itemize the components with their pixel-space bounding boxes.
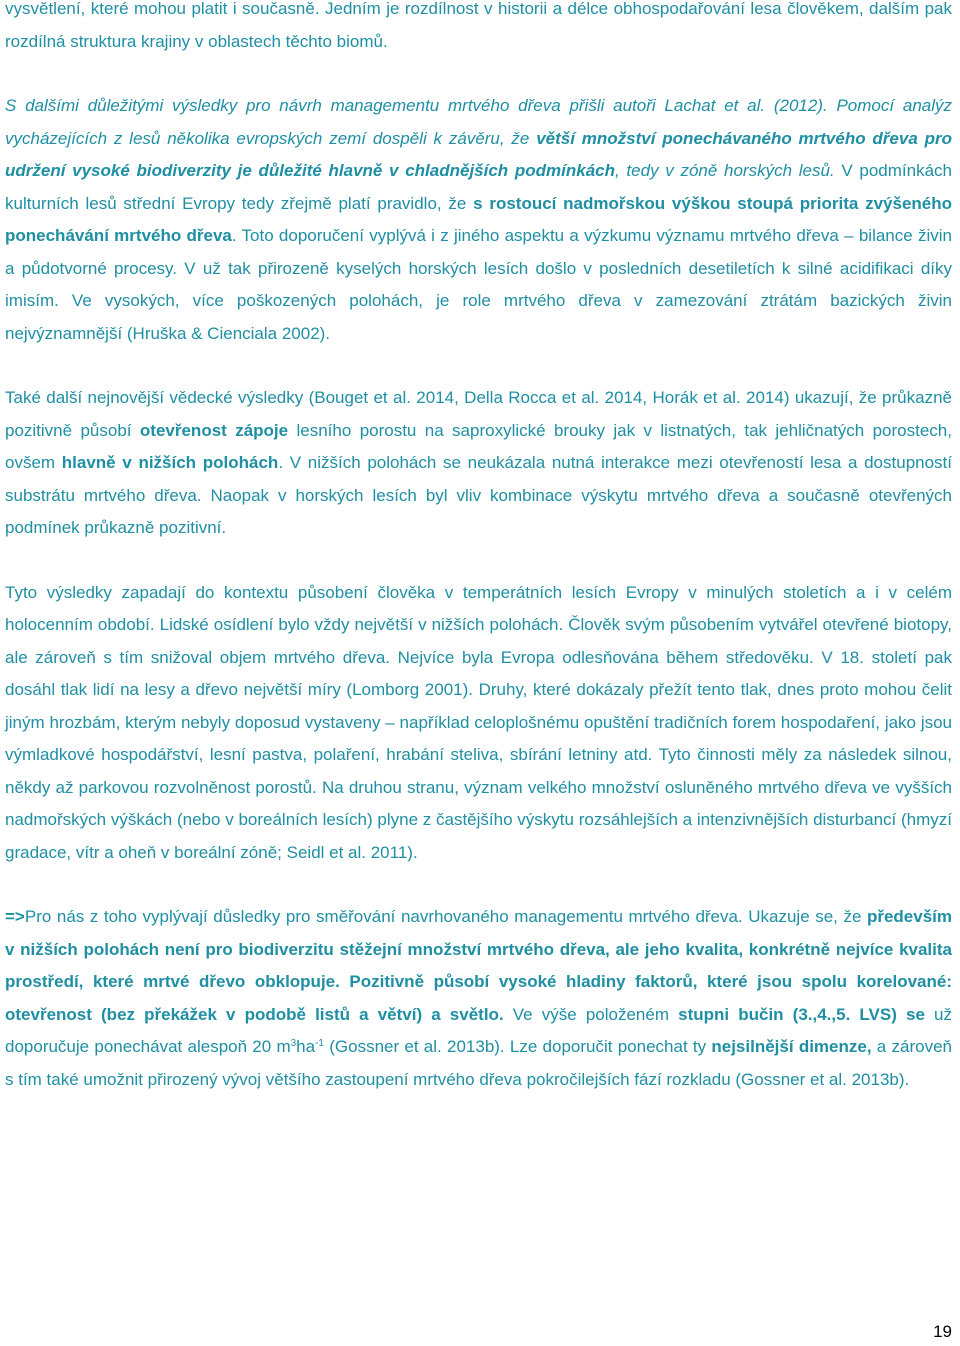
bold-canopy-openness: otevřenost zápoje: [139, 420, 289, 440]
superscript-cubic: 3: [290, 1038, 297, 1049]
paragraph-text: . V nižších polohách se neukázala nutná interakce mezi otevřeností lesa a dostupností substrátu mrtvého dřeva. Naopak v horských lesích byl vliv kombinace výskytu mrtvého dřeva a současně otevřených podmínek průkazně pozitivní.: [5, 453, 952, 537]
bold-recommendation: především v nižších polohách není pro biodiverzitu stěžejní množství mrtvého dřeva, ale jeho kvalita, konkrétně nejvíce kvalita prostředí, které mrtvé dřevo obklopuje. Pozitivně působí vysoké hladiny faktorů, které jsou spolu korelované: otevřenost (bez překážek v podobě listů a větví) a světlo.: [5, 907, 952, 1024]
paragraph-text: Tyto výsledky zapadají do kontextu působení člověka v temperátních lesích Evropy v minulých stoletích a i v celém holocenním období. Lidské osídlení bylo vždy největší v nižších polohách. Člověk svým působením vytvářel otevřené biotopy, ale zároveň s tím snižoval objem mrtvého dřeva. Nejvíce byla Evropa odlesňována během středověku. V 18. století pak dosáhl tlak lidí na lesy a dřevo největší míry (Lomborg 2001). Druhy, které dokázaly přežít tento tlak, dnes proto mohou čelit jiným hrozbám, kterým nebyly doposud vystaveny – například celoplošnému opuštění tradičních forem hospodaření, jako jsou výmladkové hospodářství, lesní pastva, polaření, hrabání steliva, sbírání letniny atd. Tyto činnosti měly za následek silnou, někdy až parkovou rozvolněnost porostů. Na druhou stranu, význam velkého množství osluněného mrtvého dřeva ve vyšších nadmořských výškách (nebo v boreálních lesích) plyne z častějšího výskytu rozsáhlejších a intenzivnějších disturbancí (hmyzí gradace, vítr a oheň v boreální zóně; Seidl et al. 2011).: [5, 582, 952, 862]
page-number: 19: [933, 1322, 952, 1341]
paragraph-gap: [5, 350, 952, 382]
superscript-per-hectare: -1: [315, 1038, 324, 1049]
paragraph-recent-results: [5, 382, 952, 545]
italic-text: S dalšími důležitými výsledky pro návrh managementu mrtvého dřeva přišli autoři Lachat et al. (2012). Pomocí analýz vycházejících z lesů několika evropských zemí dospěli k závěru, že: [5, 96, 952, 148]
paragraph-historical-context: [5, 577, 952, 870]
paragraph-text: Pro nás z toho vyplývají důsledky pro směřování navrhovaného managementu mrtvého dřeva. Ukazuje se, že: [24, 907, 867, 926]
arrow-marker: =>: [5, 907, 25, 926]
paragraph-text: a zároveň s tím také umožnit přirozený vývoj většího zastoupení mrtvého dřeva pokročilejších fází rozkladu (Gossner et al. 2013b).: [5, 1037, 952, 1089]
paragraph-text: . Toto doporučení vyplývá i z jiného aspektu a výzkumu významu mrtvého dřeva – bilance živin a půdotvorné procesy. V už tak přirozeně kyselých horských lesích došlo v posledních desetiletích k silné acidifikaci díky imisím. Ve vysokých, více poškozených polohách, je role mrtvého dřeva v zamezování ztrátám bazických živin nejvýznamnější (Hruška & Cienciala 2002).: [5, 226, 952, 343]
paragraph-gap: [5, 545, 952, 577]
paragraph-text: Ve výše položeném: [503, 1004, 679, 1024]
bold-lower-elevations: hlavně v nižších polohách: [61, 453, 279, 472]
document-page: [5, 0, 952, 1096]
paragraph-gap: [5, 58, 952, 90]
paragraph-gap: [5, 869, 952, 901]
paragraph-text: ha: [296, 1037, 316, 1056]
italic-text: , tedy v zóně horských lesů.: [615, 161, 835, 180]
bold-strongest-dimensions: nejsilnější dimenze,: [711, 1037, 872, 1056]
bold-rule: s rostoucí nadmořskou výškou stoupá priorita zvýšeného ponechávání mrtvého dřeva: [5, 193, 953, 245]
paragraph-text: už doporučuje ponechávat alespoň 20 m: [5, 1004, 952, 1056]
paragraph-text: vysvětlení, které mohou platit i současně. Jedním je rozdílnost v historii a délce obhospodařování lesa člověkem, dalším pak rozdílná struktura krajiny v oblastech těchto biomů.: [5, 0, 952, 51]
paragraph-text: lesního porostu na saproxylické brouky jak v listnatých, tak jehličnatých porostech, ovšem: [5, 420, 952, 472]
bold-italic-finding: větší množství ponechávaného mrtvého dřeva pro udržení vysoké biodiverzity je důležité hlavně v chladnějších podmínkách: [5, 128, 952, 180]
paragraph-text: V podmínkách kulturních lesů střední Evropy tedy zřejmě platí pravidlo, že: [5, 161, 952, 213]
paragraph-lachat-results: [5, 90, 952, 350]
paragraph-text: (Gossner et al. 2013b). Lze doporučit ponechat ty: [324, 1037, 712, 1056]
paragraph-management-implications: [5, 901, 952, 1096]
paragraph-biome-history: [5, 0, 952, 58]
bold-beech-zone: stupni bučin (3.,4.,5. LVS) se: [678, 1004, 925, 1024]
paragraph-text: Také další nejnovější vědecké výsledky (Bouget et al. 2014, Della Rocca et al. 2014, Horák et al. 2014) ukazují, že průkazně pozitivně působí: [5, 388, 952, 440]
